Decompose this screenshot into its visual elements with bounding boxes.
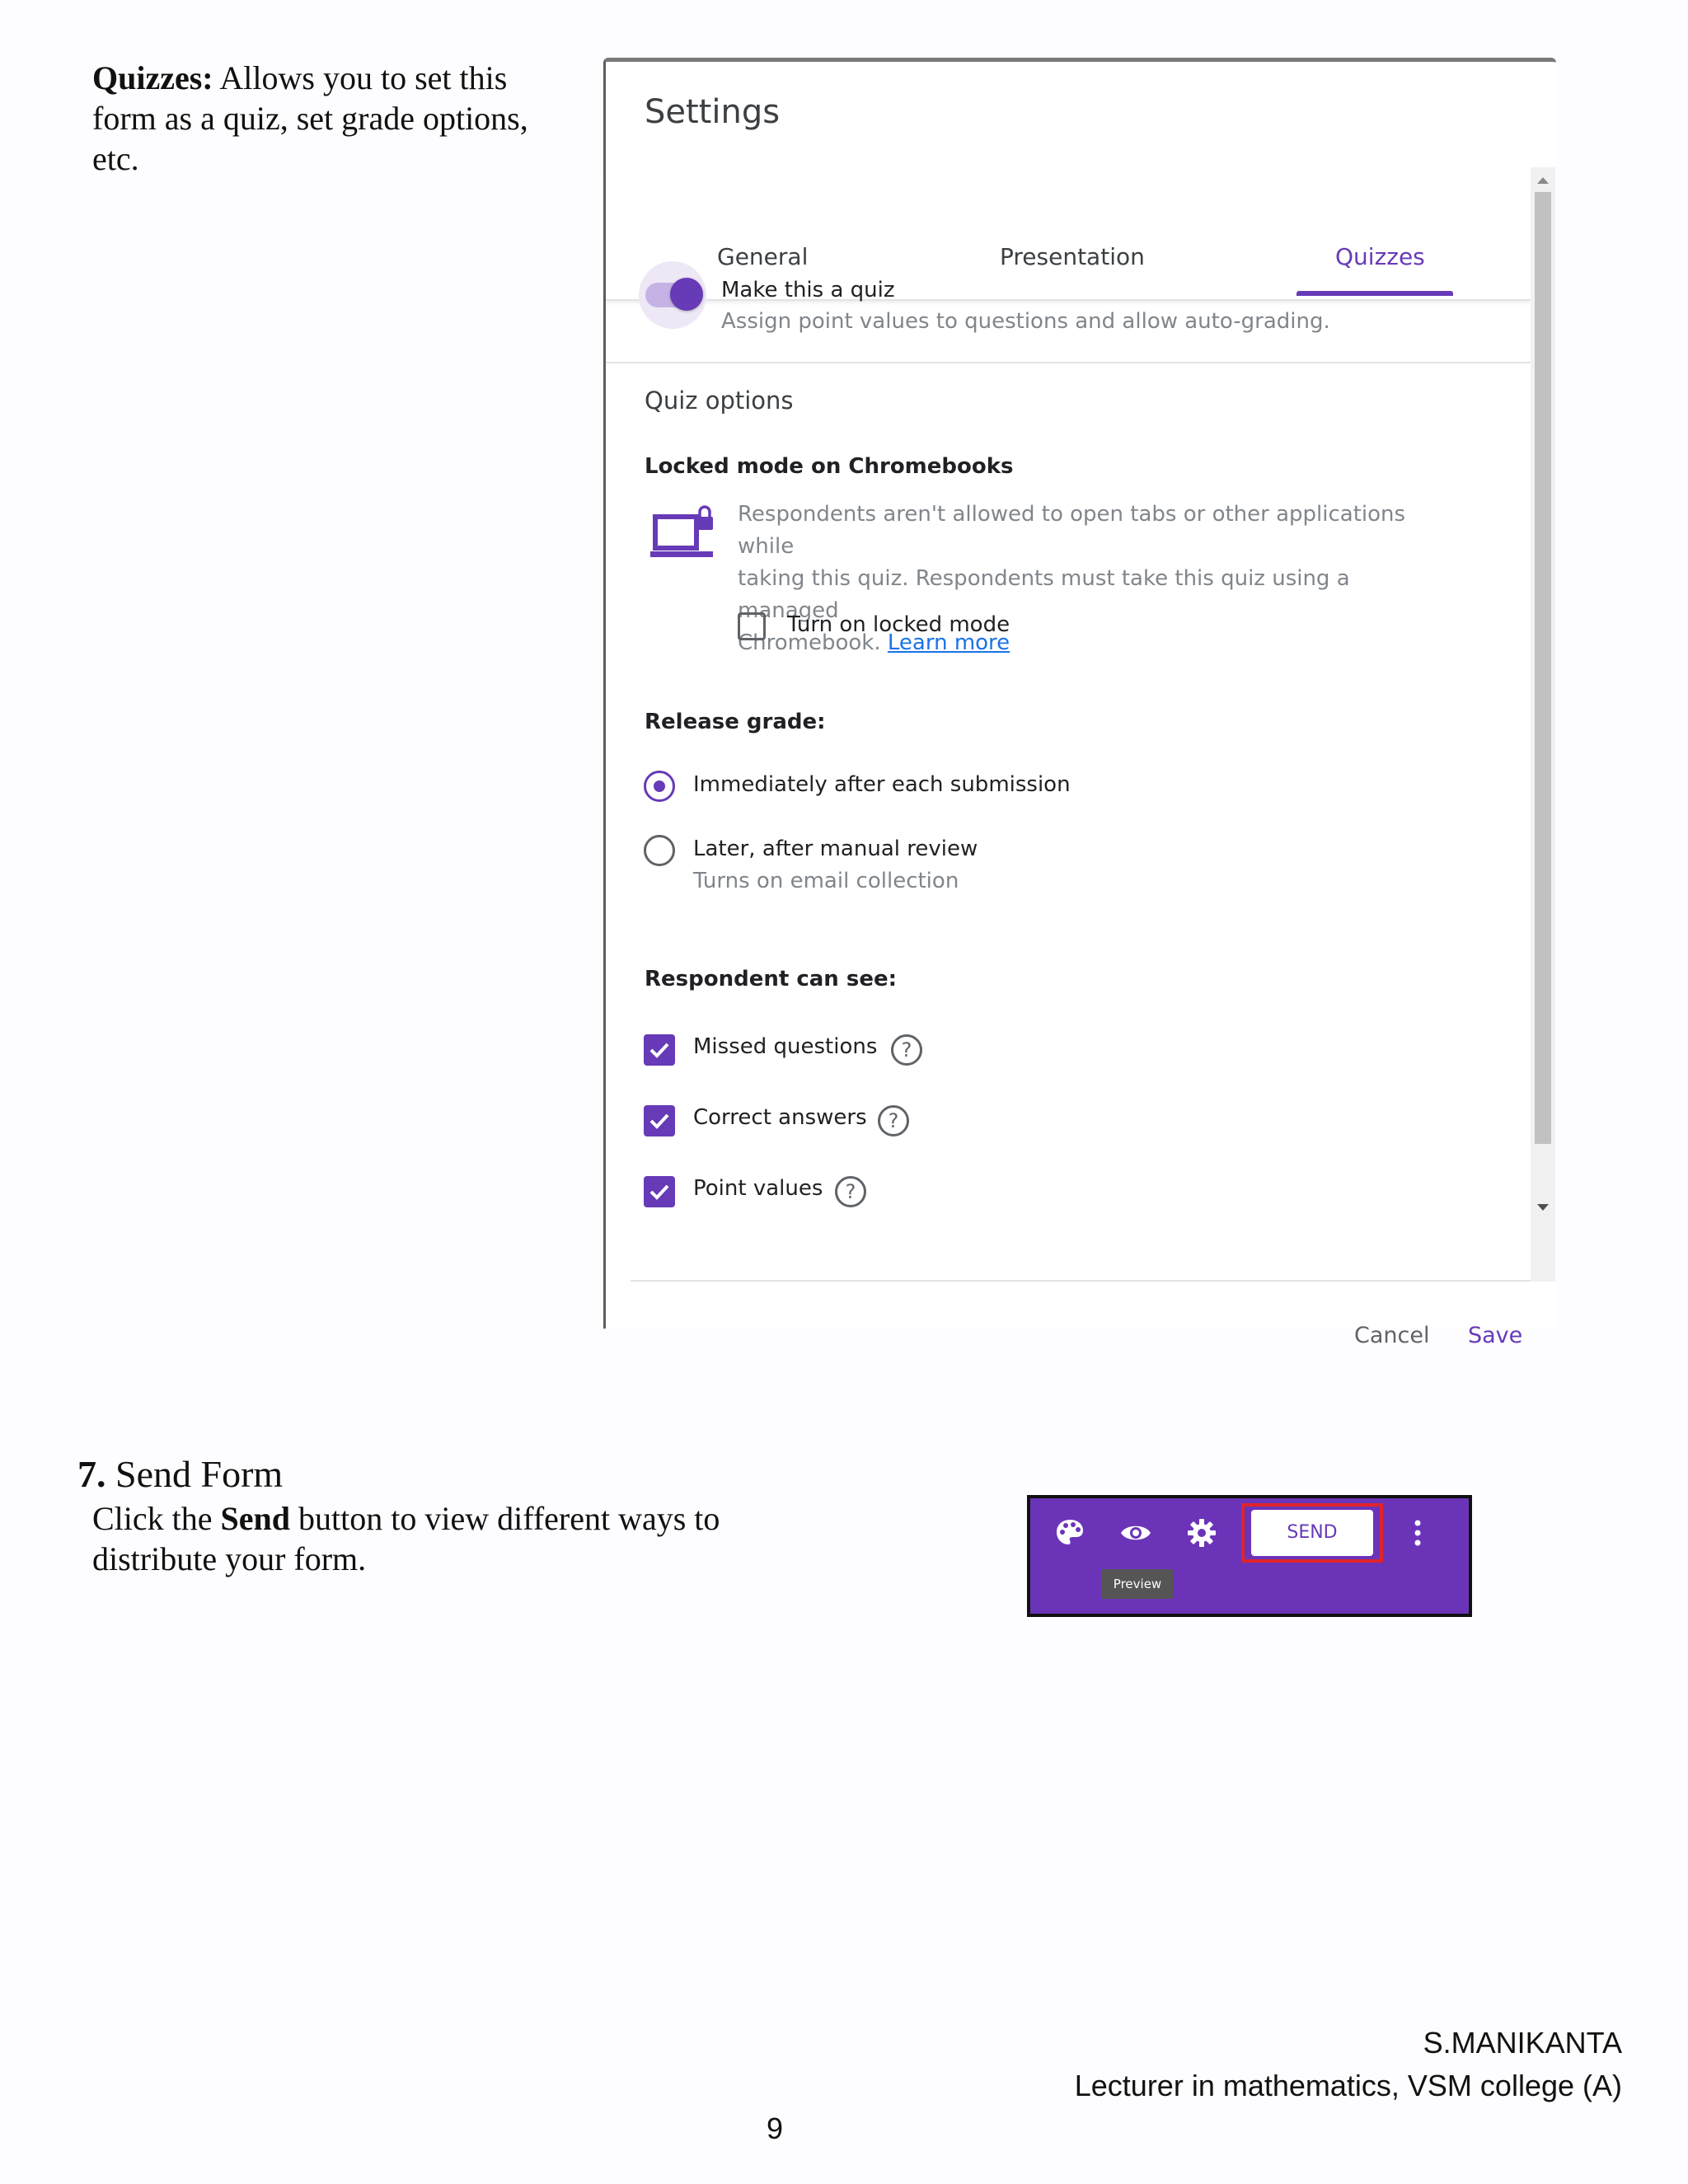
point-values-label: Point values [693, 1176, 823, 1201]
make-quiz-label: Make this a quiz [721, 278, 895, 302]
radio-immediately-label: Immediately after each submission [693, 772, 1071, 797]
check-icon [644, 1034, 675, 1066]
gear-icon[interactable] [1185, 1516, 1218, 1549]
send-desc-line2: distribute your form. [92, 1540, 367, 1577]
make-quiz-toggle-knob[interactable] [670, 278, 703, 311]
send-button-highlight [1241, 1503, 1383, 1563]
dialog-title: Settings [645, 93, 781, 131]
save-button[interactable]: Save [1468, 1323, 1523, 1348]
author-role: Lecturer in mathematics, VSM college (A) [1074, 2069, 1622, 2102]
divider [606, 362, 1531, 363]
eye-icon[interactable] [1119, 1516, 1152, 1549]
send-desc-post: button to view different ways to [298, 1500, 720, 1537]
locked-mode-title: Locked mode on Chromebooks [645, 454, 1014, 479]
correct-answers-checkbox[interactable] [644, 1105, 675, 1137]
quizzes-description [92, 58, 587, 179]
learn-more-link[interactable]: Learn more [887, 630, 1010, 655]
active-tab-indicator [1296, 291, 1453, 296]
send-button[interactable]: SEND [1251, 1510, 1373, 1556]
palette-icon[interactable] [1053, 1516, 1086, 1549]
cancel-button[interactable]: Cancel [1354, 1323, 1430, 1348]
send-desc-bold: Send [220, 1500, 291, 1537]
author-name: S.MANIKANTA [1423, 2026, 1622, 2060]
help-icon[interactable]: ? [878, 1105, 909, 1137]
section-7-heading [77, 1452, 283, 1496]
radio-later-label: Later, after manual review [693, 837, 978, 861]
scroll-up-arrow-icon[interactable] [1537, 177, 1549, 184]
locked-mode-line2: taking this quiz. Respondents must take this quiz using a managed [738, 566, 1350, 623]
more-vert-icon[interactable] [1409, 1516, 1426, 1549]
locked-mode-line3: Chromebook. [738, 630, 881, 655]
forms-toolbar [1027, 1495, 1472, 1617]
radio-immediately[interactable] [644, 771, 675, 802]
make-quiz-description: Assign point values to questions and allow auto-grading. [721, 309, 1330, 334]
radio-later-sublabel: Turns on email collection [693, 869, 959, 893]
tab-presentation[interactable]: Presentation [1000, 243, 1145, 270]
missed-questions-checkbox[interactable] [644, 1034, 675, 1066]
radio-selected-dot [654, 780, 665, 792]
send-desc-pre: Click the [92, 1500, 213, 1537]
quizzes-text-line1: Allows you to set this [219, 59, 508, 96]
quizzes-text-line2: form as a quiz, set grade options, [92, 100, 528, 137]
preview-tooltip: Preview [1101, 1569, 1174, 1599]
help-icon[interactable]: ? [891, 1034, 922, 1066]
scroll-down-arrow-icon[interactable] [1537, 1204, 1549, 1211]
release-grade-title: Release grade: [645, 710, 826, 734]
correct-answers-label: Correct answers [693, 1105, 867, 1130]
footer-divider [631, 1280, 1531, 1282]
radio-later[interactable] [644, 835, 675, 866]
quizzes-heading: Quizzes: [92, 59, 213, 96]
section-title: Send Form [115, 1453, 284, 1495]
missed-questions-label: Missed questions [693, 1034, 878, 1059]
page-number: 9 [767, 2111, 784, 2145]
locked-mode-checkbox-label: Turn on locked mode [787, 612, 1010, 637]
help-icon[interactable]: ? [835, 1176, 866, 1207]
check-icon [644, 1105, 675, 1137]
locked-mode-line1: Respondents aren't allowed to open tabs or other applications while [738, 502, 1406, 559]
quizzes-text-line3: etc. [92, 140, 139, 177]
quiz-options-title: Quiz options [645, 387, 794, 415]
locked-laptop-icon [650, 507, 715, 565]
settings-dialog [603, 58, 1556, 1348]
locked-mode-checkbox[interactable] [738, 612, 766, 640]
section-number: 7. [77, 1453, 106, 1495]
respondent-can-see-title: Respondent can see: [645, 967, 898, 991]
scrollbar-thumb[interactable] [1535, 192, 1551, 1144]
tab-general[interactable]: General [717, 243, 809, 270]
section-7-description [92, 1498, 834, 1579]
point-values-checkbox[interactable] [644, 1176, 675, 1207]
check-icon [644, 1176, 675, 1207]
tab-quizzes[interactable]: Quizzes [1335, 243, 1425, 270]
